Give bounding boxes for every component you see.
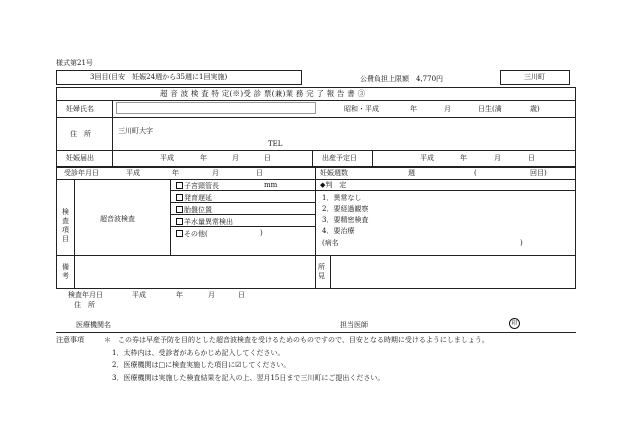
birth-era-label: 昭和・平成: [344, 105, 379, 113]
tel-label: TEL: [268, 140, 283, 148]
round-close: 回目): [530, 169, 547, 177]
disease-close: ): [520, 239, 523, 247]
birth-month-unit: 月: [444, 105, 451, 113]
notes-label: 注意事項: [56, 336, 84, 344]
checkbox-icon[interactable]: [176, 182, 183, 189]
notes-item-2: 2．医療機関は□に検査実施した項目に☑してください。: [112, 361, 291, 369]
check-amniotic-fluid[interactable]: 羊水量異常検出: [176, 218, 233, 226]
checkbox-icon[interactable]: [176, 218, 183, 225]
form-number: 様式第21号: [56, 59, 93, 67]
remarks-label: 備考: [62, 263, 69, 280]
doctor-label: 担当医師: [340, 321, 368, 329]
judgment-label: ◆判 定: [320, 181, 347, 189]
round-text: 3回目(目安 妊娠24週から35週に1回実施): [90, 73, 228, 81]
pregnancy-report-label: 妊娠届出: [66, 154, 94, 162]
exam-section: [56, 167, 576, 289]
address-value[interactable]: 三川町大字: [118, 127, 153, 135]
public-expense-text: 公費負担上限額 4,770円: [360, 75, 444, 83]
institution-label: 医療機関名: [76, 321, 111, 329]
check-growth-delay[interactable]: 発育遅延: [176, 194, 212, 202]
other-close: ): [260, 229, 263, 237]
weeks-label: 妊娠週数: [320, 169, 348, 177]
exam-month-unit: 月: [212, 169, 219, 177]
age-label: 歳): [530, 105, 540, 113]
municipality-text: 三川町: [524, 73, 545, 81]
form-title: 超 音 波 検 査 特 定(※)受 診 票(兼)業 務 完 了 報 告 書 ③: [160, 89, 366, 98]
exam-era: 平成: [126, 169, 140, 177]
round-open: (: [474, 169, 477, 177]
check-cervical-length[interactable]: 子宮頸管長: [176, 182, 219, 190]
findings-label: 所見: [318, 263, 325, 280]
checkbox-icon[interactable]: [176, 206, 183, 213]
items-label: 検査項目: [62, 208, 69, 243]
report-era: 平成: [160, 154, 174, 162]
report-day-unit: 日: [264, 154, 271, 162]
patient-name-field[interactable]: [116, 102, 316, 114]
notes-lead: ＊ この券は早産予防を目的とした超音波検査を受けるためのものですので、目安となる時期に受けるようにしましょう。: [104, 336, 489, 344]
report-month-unit: 月: [232, 154, 239, 162]
due-day-unit: 日: [528, 154, 535, 162]
exam-date-label: 受診年月日: [64, 169, 99, 177]
footer-year-unit: 年: [176, 291, 183, 299]
due-era: 平成: [420, 154, 434, 162]
ultrasound-label: 超音波検査: [100, 215, 135, 223]
judgment-normal[interactable]: 1．異常なし: [322, 194, 362, 202]
birth-day-label: 日生(満: [478, 105, 502, 113]
due-month-unit: 月: [494, 154, 501, 162]
exam-year-unit: 年: [172, 169, 179, 177]
judgment-treatment[interactable]: 4．要治療: [322, 227, 355, 235]
footer-day-unit: 日: [238, 291, 245, 299]
due-year-unit: 年: [460, 154, 467, 162]
disease-open: (病名: [322, 239, 339, 247]
judgment-observe[interactable]: 2．要経過観察: [322, 205, 369, 213]
weeks-unit: 週: [408, 169, 415, 177]
address-label: 住 所: [70, 130, 91, 138]
checkbox-icon[interactable]: [176, 230, 183, 237]
footer-era: 平成: [132, 291, 146, 299]
footer-address-label: 住 所: [74, 301, 95, 309]
checkbox-icon[interactable]: [176, 194, 183, 201]
birth-year-unit: 年: [410, 105, 417, 113]
exam-day-unit: 日: [256, 169, 263, 177]
due-date-label: 出産予定日: [322, 154, 357, 162]
seal-icon: 印: [509, 318, 520, 329]
check-other[interactable]: その他(: [176, 230, 208, 238]
footer-exam-date-label: 検査年月日: [68, 291, 103, 299]
notes-item-3: 3．医療機関は実施した検査結果を記入の上、翌月15日まで三川町にご提出ください。: [112, 374, 385, 382]
report-year-unit: 年: [200, 154, 207, 162]
mm-unit: mm: [264, 181, 278, 189]
check-placenta-position[interactable]: 胎盤位置: [176, 206, 212, 214]
judgment-detailed[interactable]: 3．要精密検査: [322, 216, 369, 224]
footer-month-unit: 月: [208, 291, 215, 299]
notes-item-1: 1．太枠内は、受診者があらかじめ記入してください。: [112, 349, 285, 357]
patient-name-label: 妊婦氏名: [66, 105, 94, 113]
